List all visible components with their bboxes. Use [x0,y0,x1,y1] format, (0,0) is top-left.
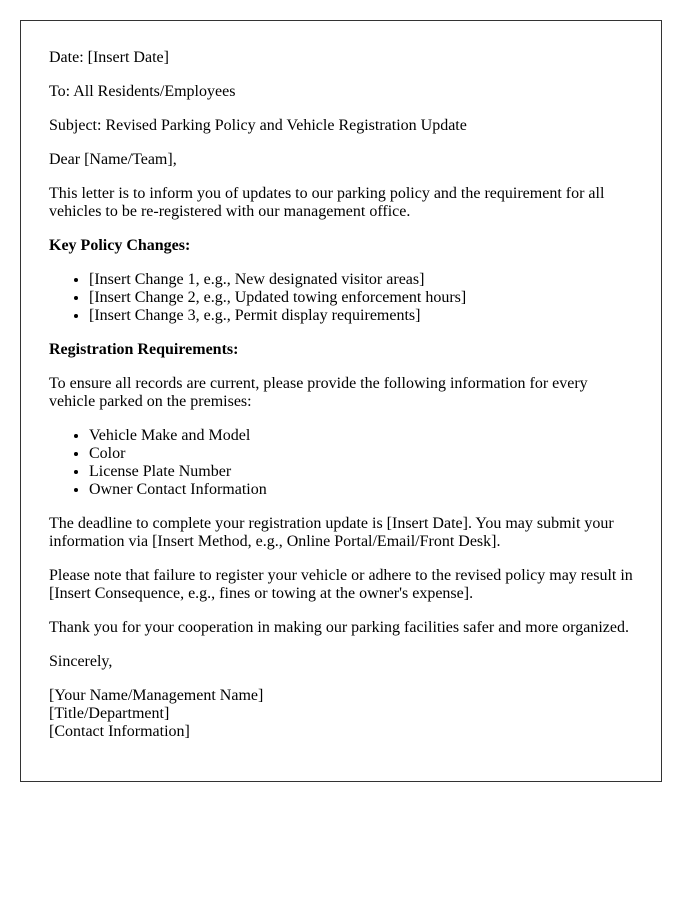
list-item: • [Insert Change 1, e.g., New designated visitor areas] [89,271,633,289]
registration-intro: To ensure all records are current, please provide the following information for every vehicle parked on the premises: [49,375,588,410]
registration-list [49,427,633,499]
date-line: Date: [Insert Date] [49,49,169,66]
to-line: To: All Residents/Employees [49,83,236,100]
signature-title: [Title/Department] [49,705,170,722]
list-item: • License Plate Number [89,463,633,481]
deadline-paragraph: The deadline to complete your registration update is [Insert Date]. You may submit your information via [Insert Method, e.g., Online Portal/Email/Front Desk]. [49,515,614,550]
list-item: • [Insert Change 2, e.g., Updated towing enforcement hours] [89,289,633,307]
signature-block [49,687,633,741]
subject-line: Subject: Revised Parking Policy and Vehicle Registration Update [49,117,467,134]
signature-name: [Your Name/Management Name] [49,687,264,704]
letter [20,20,662,782]
consequence-paragraph: Please note that failure to register your vehicle or adhere to the revised policy may result in [Insert Consequence, e.g., fines or towing at the owner's expense]. [49,567,633,602]
thanks-paragraph: Thank you for your cooperation in making our parking facilities safer and more organized. [49,619,629,636]
list-item: • [Insert Change 3, e.g., Permit display requirements] [89,307,633,325]
key-changes-heading: Key Policy Changes: [49,237,191,254]
key-changes-list [49,271,633,325]
closing: Sincerely, [49,653,113,670]
intro-paragraph: This letter is to inform you of updates to our parking policy and the requirement for all vehicles to be re-registered with our management office. [49,185,605,220]
signature-contact: [Contact Information] [49,723,190,740]
list-item: • Color [89,445,633,463]
list-item: • Vehicle Make and Model [89,427,633,445]
salutation: Dear [Name/Team], [49,151,177,168]
registration-heading: Registration Requirements: [49,341,239,358]
list-item: • Owner Contact Information [89,481,633,499]
